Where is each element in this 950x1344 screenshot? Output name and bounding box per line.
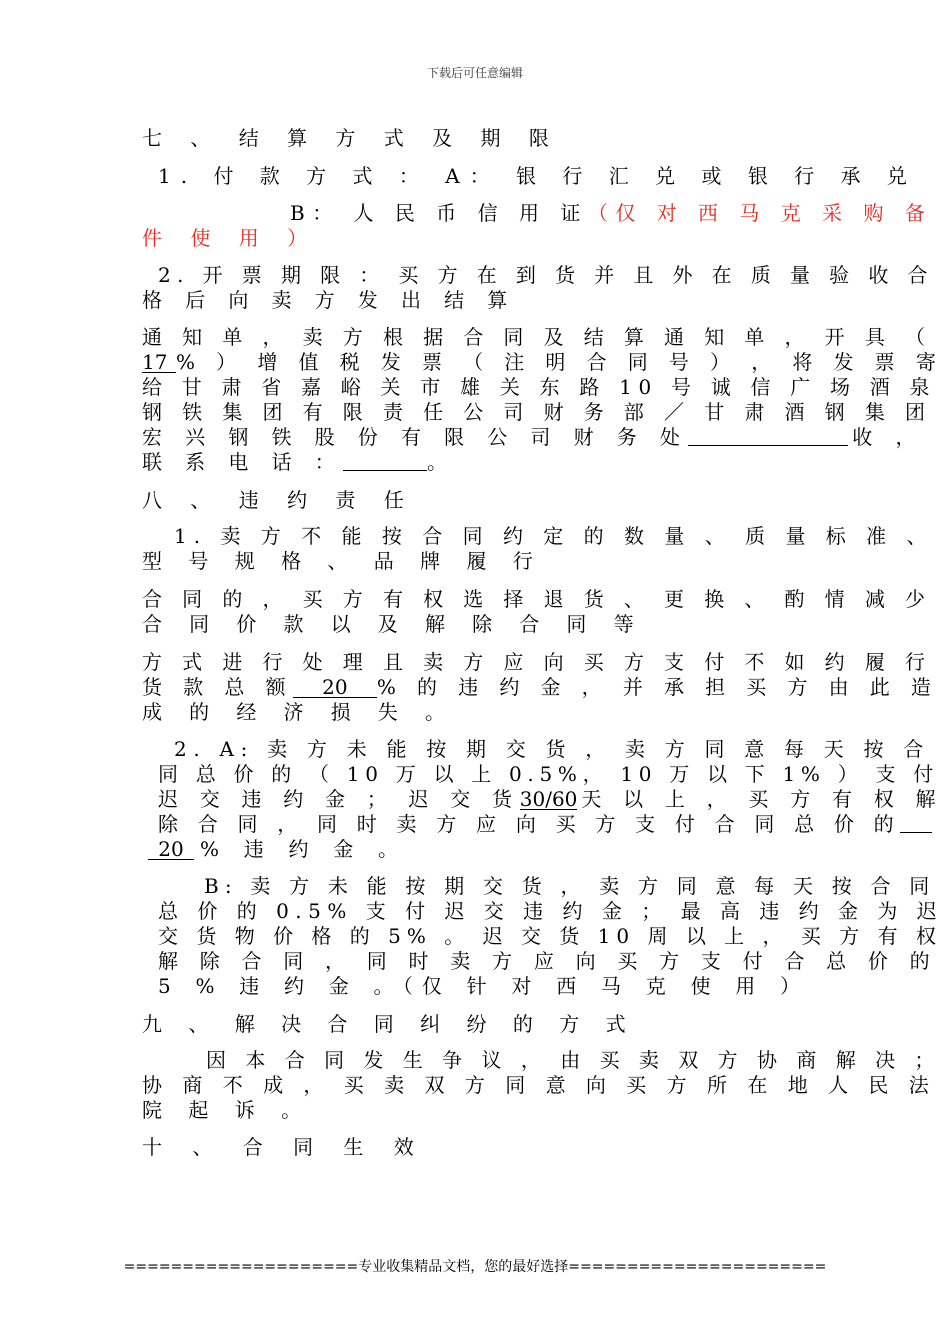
tax-rate-blank: 17	[142, 352, 176, 373]
s8-p1-line6-text: 货 款 总 额	[142, 675, 293, 699]
s9-p1-line3: 院 起 诉 。	[142, 1098, 312, 1122]
delay-penalty-rate-blank: 20	[148, 839, 194, 860]
s9-p1-line1: 因 本 合 同 发 生 争 议 ， 由 买 卖 双 方 协 商 解 决 ；	[206, 1048, 941, 1072]
s8-p2-line5	[148, 837, 407, 861]
penalty-rate-blank: 20	[293, 677, 377, 698]
s7-p2-line5: 给 甘 肃 省 嘉 峪 关 市 雄 关 东 路 10 号 诚 信 广 场 酒 泉	[142, 375, 937, 399]
s7-p2-line4-text: % ） 增 值 税 发 票 （ 注 明 合 同 号 ） ， 将 发 票 寄	[176, 350, 944, 374]
finance-dept-blank	[688, 427, 848, 446]
s8-p2-line4-text: 除 合 同 ， 同 时 卖 方 应 向 买 方 支 付 合 同 总 价 的	[158, 812, 901, 836]
s8-p3-line4: 解 除 合 同 ， 同 时 卖 方 应 向 买 方 支 付 合 总 价 的	[158, 949, 938, 973]
s8-p2-line2: 同 总 价 的 （ 10 万 以 上 0.5%， 10 万 以 下 1% ） 支 付	[158, 762, 939, 786]
s7-p2-line7-end: 收 ，	[852, 425, 924, 449]
s8-p2-blank-end	[900, 814, 932, 833]
s7-p1-line2	[290, 201, 932, 225]
s7-p1-b-text: B： 人 民 币 信 用 证	[290, 201, 588, 225]
s7-p1-line3-red: 件 使 用 ）	[142, 226, 319, 250]
s8-p2-line1: 2. A: 卖 方 未 能 按 期 交 货 ， 卖 方 同 意 每 天 按 合	[174, 737, 930, 761]
s8-p3-line2: 总 价 的 0.5% 支 付 迟 交 违 约 金 ； 最 高 违 约 金 为 迟	[158, 899, 944, 923]
s8-p2-line3-rest: 天 以 上 ， 买 方 有 权 解	[581, 787, 944, 811]
s8-p1-line3: 合 同 的 ， 买 方 有 权 选 择 退 货 、 更 换 、 酌 情 减 少	[142, 587, 932, 611]
s7-p2-line2: 格 后 向 卖 方 发 出 结 算	[142, 288, 516, 312]
s7-p2-line6: 钢 铁 集 团 有 限 责 任 公 司 财 务 部 ／ 甘 肃 酒 钢 集 团	[142, 400, 932, 424]
page-header: 下载后可任意编辑	[426, 66, 523, 80]
s8-p2-line4	[158, 812, 932, 836]
s7-p2-line4	[142, 350, 943, 374]
s8-p2-line3-text: 迟 交 违 约 金 ； 迟 交 货	[158, 787, 520, 811]
page-footer: ====================专业收集精品文档，您的最好选择======================	[123, 1259, 827, 1275]
section-10-title: 十 、 合 同 生 效	[142, 1135, 426, 1159]
section-9-title: 九 、 解 决 合 同 纠 纷 的 方 式	[142, 1012, 636, 1036]
s8-p1-line2: 型 号 规 格 、 品 牌 履 行	[142, 549, 543, 573]
s7-p1-b-red-note: （仅 对 西 马 克 采 购 备	[587, 201, 933, 225]
s7-p1-line1: 1. 付 款 方 式 ： A： 银 行 汇 兑 或 银 行 承 兑	[158, 164, 917, 188]
phone-end: 。	[427, 450, 456, 474]
s8-p1-line6	[142, 675, 938, 699]
section-7-title: 七 、 结 算 方 式 及 期 限	[142, 126, 560, 150]
s7-p2-line1: 2. 开 票 期 限 ： 买 方 在 到 货 并 且 外 在 质 量 验 收 合	[158, 263, 934, 287]
s8-p3-line5: 5 % 违 约 金 。（仅 针 对 西 马 克 使 用 ）	[158, 974, 810, 998]
s8-p1-line5: 方 式 进 行 处 理 且 卖 方 应 向 买 方 支 付 不 如 约 履 行	[142, 650, 932, 674]
s8-p3-line1: B: 卖 方 未 能 按 期 交 货 ， 卖 方 同 意 每 天 按 合 同	[204, 874, 936, 898]
s8-p2-line3	[158, 787, 943, 811]
s7-p2-line7-text: 宏 兴 钢 铁 股 份 有 限 公 司 财 务 处	[142, 425, 689, 449]
s7-p2-line7	[142, 425, 924, 449]
s8-p1-line6-rest: % 的 违 约 金 ， 并 承 担 买 方 由 此 造	[376, 675, 939, 699]
s8-p1-line1: 1. 卖 方 不 能 按 合 同 约 定 的 数 量 、 质 量 标 准 、	[174, 524, 934, 548]
s9-p1-line2: 协 商 不 成 ， 买 卖 双 方 同 意 向 买 方 所 在 地 人 民 法	[142, 1073, 936, 1097]
s8-p3-line3: 交 货 物 价 格 的 5% 。 迟 交 货 10 周 以 上 ， 买 方 有 权	[158, 924, 942, 948]
s7-p2-line3: 通 知 单 ， 卖 方 根 据 合 同 及 结 算 通 知 单 ， 开 具 （	[142, 325, 932, 349]
phone-blank	[343, 452, 427, 471]
phone-label: 联 系 电 话 ：	[142, 450, 344, 474]
s8-p1-line7: 成 的 经 济 损 失 。	[142, 700, 456, 724]
s8-p2-line5-text: % 违 约 金 。	[200, 837, 408, 861]
s8-p1-line4: 合 同 价 款 以 及 解 除 合 同 等	[142, 612, 644, 636]
section-8-title: 八 、 违 约 责 任	[142, 488, 415, 512]
delay-days-blank: 30/60	[519, 787, 578, 811]
s7-p2-line8	[142, 450, 455, 474]
